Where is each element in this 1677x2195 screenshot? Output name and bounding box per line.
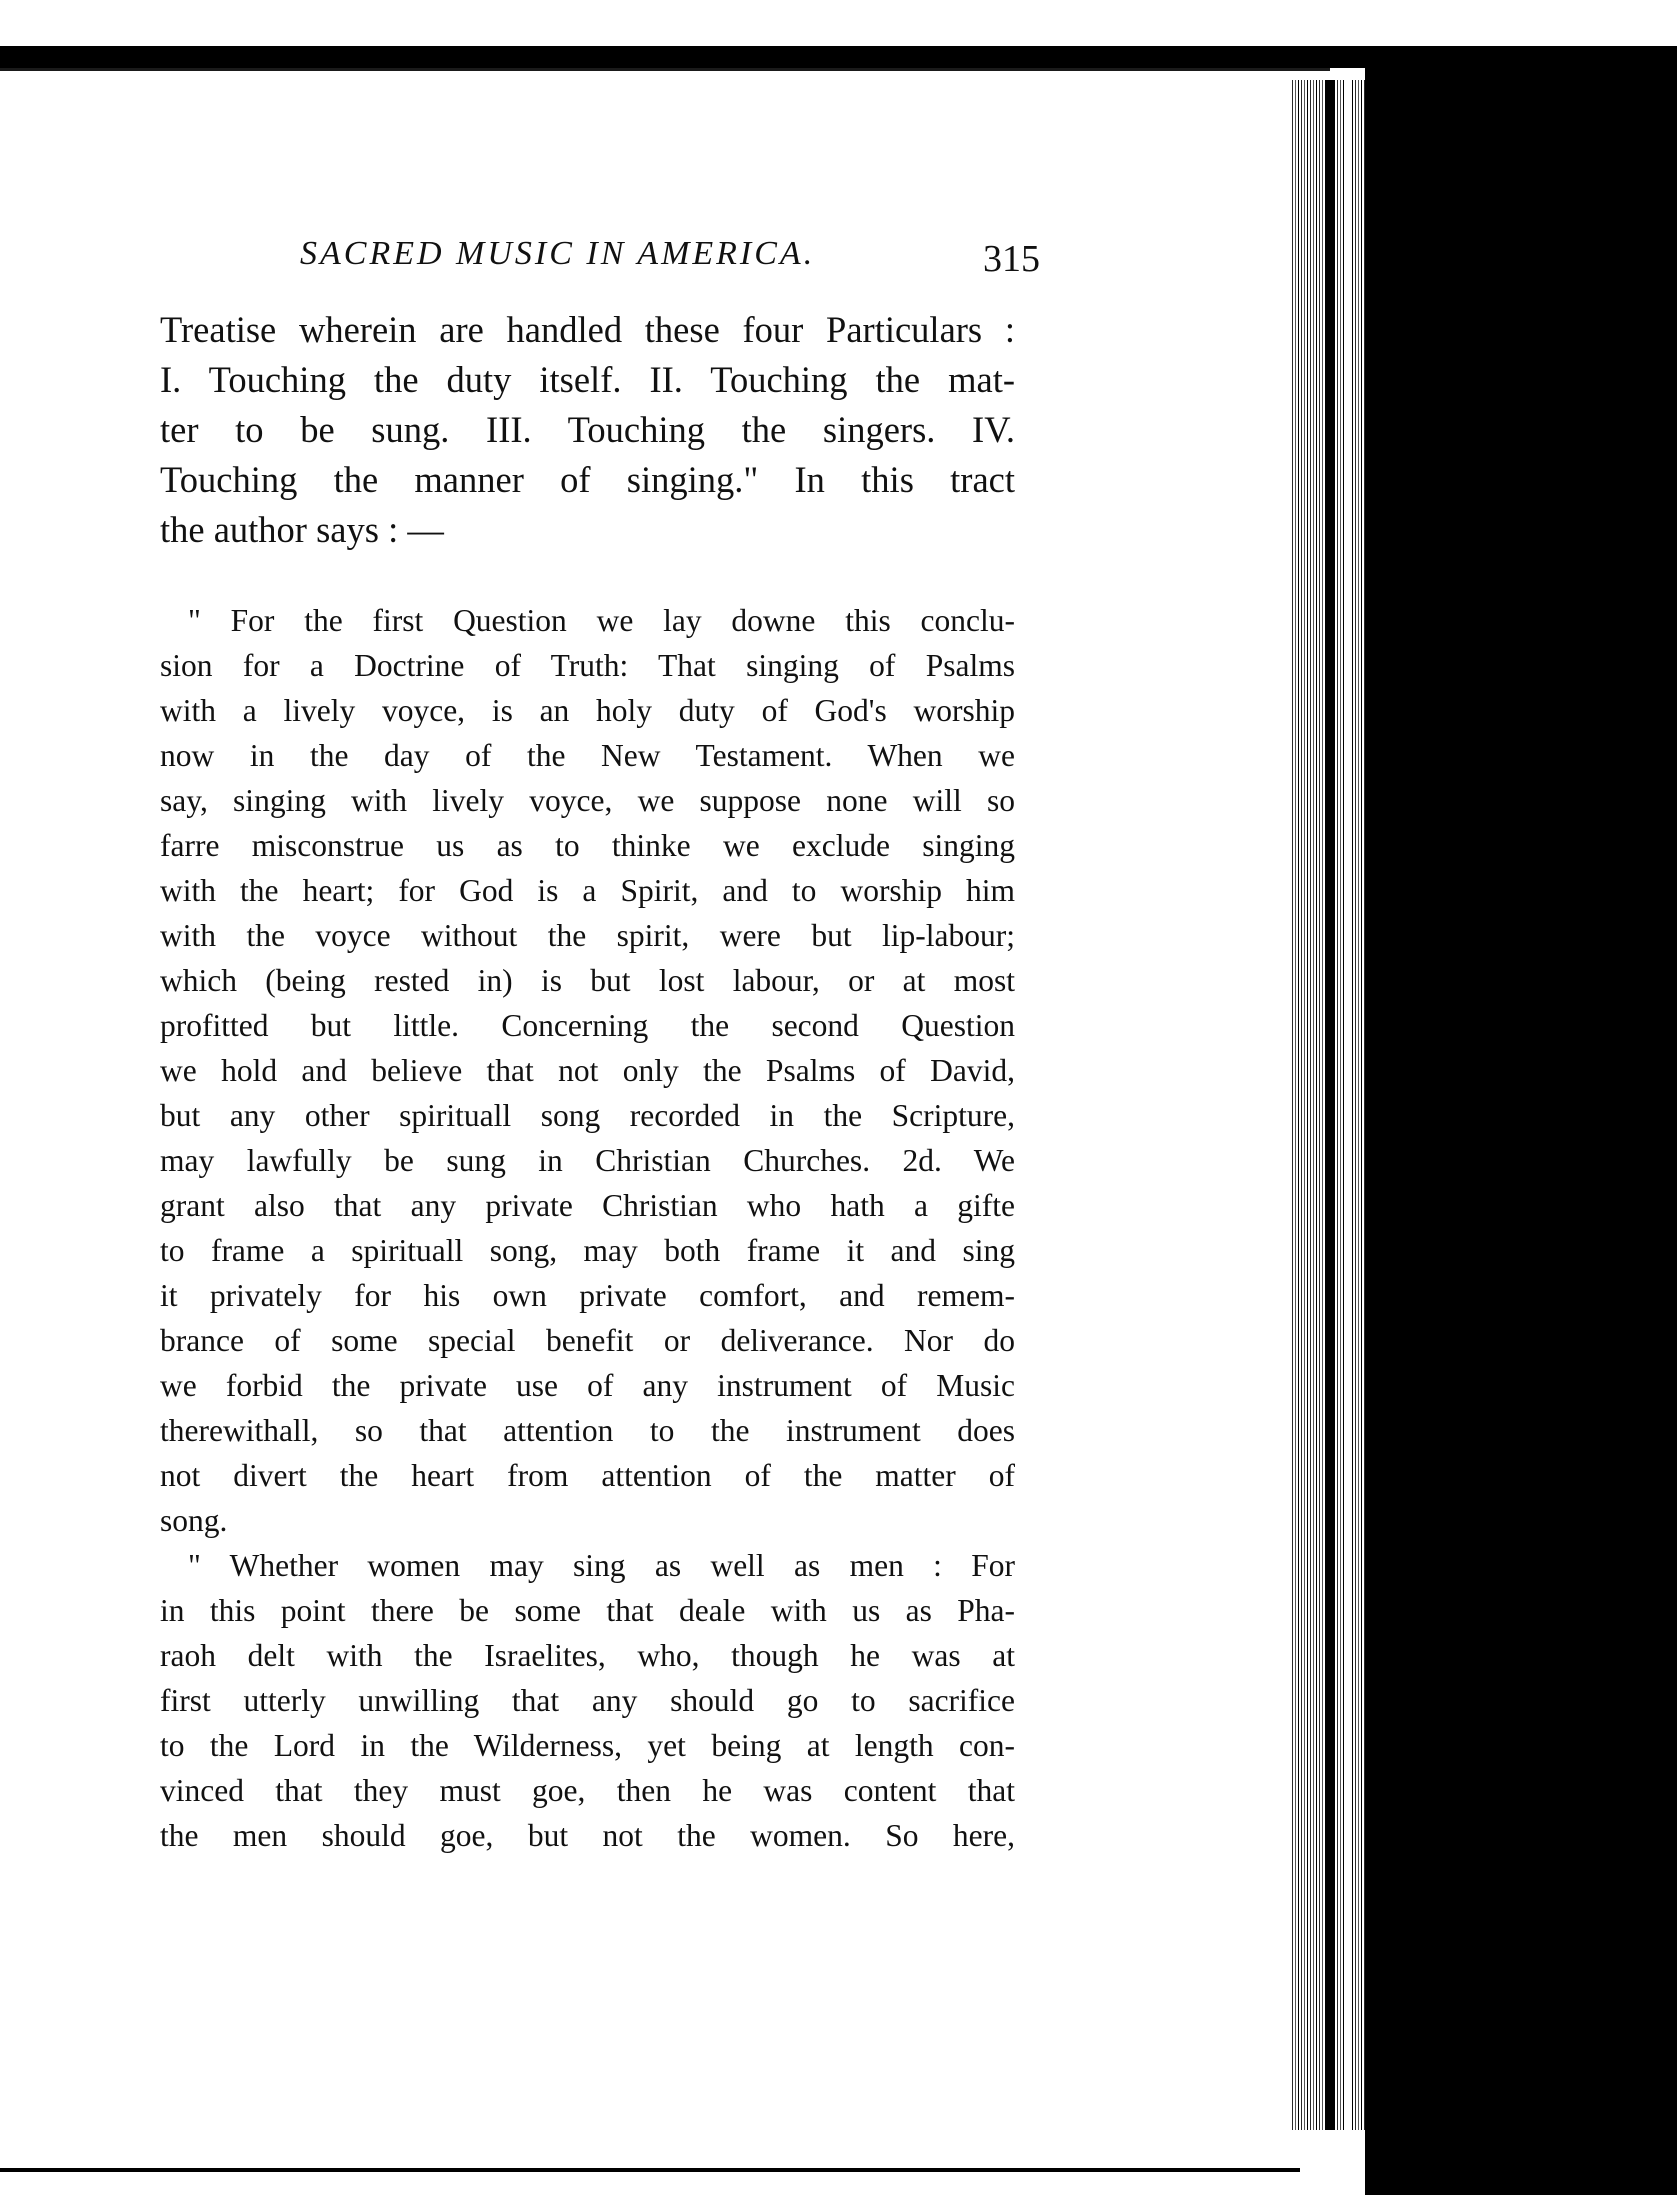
text-line: Touching the manner of singing." In this tract [160, 459, 1015, 500]
running-head: SACRED MUSIC IN AMERICA. [300, 235, 816, 272]
text-line: we hold and believe that not only the Psalms of David, [160, 1053, 1015, 1088]
text-line: first utterly unwilling that any should go to sacrifice [160, 1683, 1015, 1718]
scan-top-border-edge [0, 68, 1330, 71]
text-line: profitted but little. Concerning the second Question [160, 1008, 1015, 1043]
text-line: with a lively voyce, is an holy duty of God's worship [160, 693, 1015, 728]
text-line: ter to be sung. III. Touching the singers. IV. [160, 409, 1015, 450]
block-quote [160, 598, 1015, 1858]
text-line: farre misconstrue us as to thinke we exclude singing [160, 828, 1015, 863]
book-page-edge-gap [1345, 80, 1351, 2130]
text-line: with the heart; for God is a Spirit, and to worship him [160, 873, 1015, 908]
book-page-edge-shadow [1325, 80, 1335, 2130]
text-line: not divert the heart from attention of the matter of [160, 1458, 1015, 1493]
text-line: may lawfully be sung in Christian Churches. 2d. We [160, 1143, 1015, 1178]
text-line: therewithall, so that attention to the instrument does [160, 1413, 1015, 1448]
text-line: raoh delt with the Israelites, who, though he was at [160, 1638, 1015, 1673]
scan-bottom-border [0, 2168, 1300, 2172]
text-line: it privately for his own private comfort, and remem- [160, 1278, 1015, 1313]
text-line: in this point there be some that deale with us as Pha- [160, 1593, 1015, 1628]
text-line: grant also that any private Christian who hath a gifte [160, 1188, 1015, 1223]
text-line: " Whether women may sing as well as men : For [188, 1548, 1015, 1583]
text-line: Treatise wherein are handled these four Particulars : [160, 309, 1015, 350]
text-line: say, singing with lively voyce, we suppose none will so [160, 783, 1015, 818]
scan-right-border [1365, 60, 1677, 2195]
text-line: the men should goe, but not the women. So here, [160, 1818, 1015, 1853]
text-line: now in the day of the New Testament. When we [160, 738, 1015, 773]
page-header [300, 225, 1040, 285]
intro-paragraph [160, 305, 1015, 555]
page-number: 315 [983, 238, 1040, 280]
text-line: " For the first Question we lay downe this conclu- [188, 603, 1015, 638]
text-line: to frame a spirituall song, may both frame it and sing [160, 1233, 1015, 1268]
text-line: with the voyce without the spirit, were but lip-labour; [160, 918, 1015, 953]
text-line: which (being rested in) is but lost labour, or at most [160, 963, 1015, 998]
text-line: vinced that they must goe, then he was content that [160, 1773, 1015, 1808]
text-line: but any other spirituall song recorded in the Scripture, [160, 1098, 1015, 1133]
text-line: to the Lord in the Wilderness, yet being at length con- [160, 1728, 1015, 1763]
text-line: the author says : — [160, 509, 444, 550]
text-line: we forbid the private use of any instrument of Music [160, 1368, 1015, 1403]
text-line: I. Touching the duty itself. II. Touching the mat- [160, 359, 1015, 400]
text-line: sion for a Doctrine of Truth: That singing of Psalms [160, 648, 1015, 683]
text-line: brance of some special benefit or deliverance. Nor do [160, 1323, 1015, 1358]
text-line: song. [160, 1503, 228, 1538]
